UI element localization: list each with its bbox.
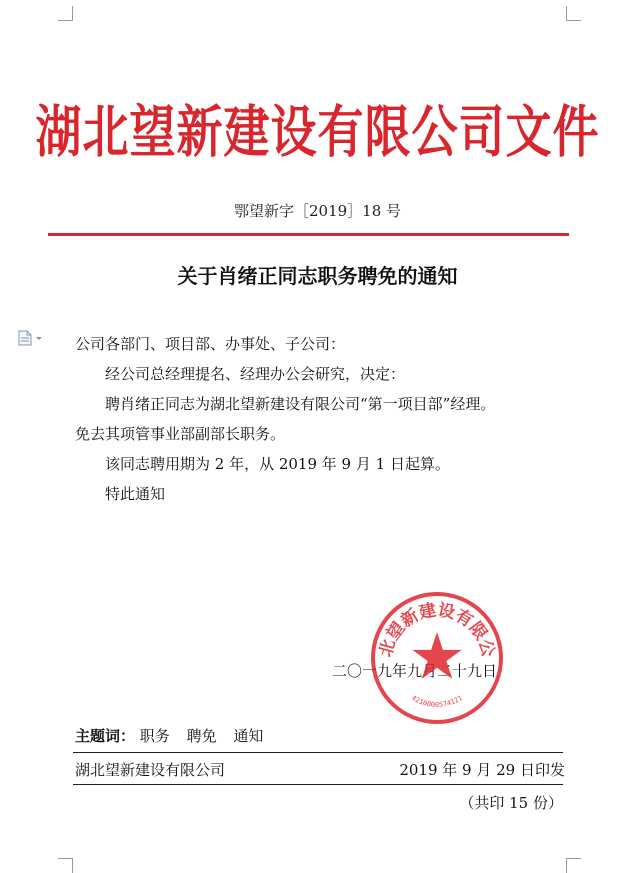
paragraph-dismissal: 免去其项管事业部副部长职务。: [75, 425, 286, 443]
paragraph-options-icon[interactable]: [17, 330, 47, 346]
document-number: 鄂望新字［2019］18 号: [233, 202, 402, 220]
notice-title: 关于肖绪正同志职务聘免的通知: [177, 264, 458, 288]
seal-star-icon: [412, 632, 461, 679]
keyword-item: 职务: [139, 727, 170, 745]
document-header-title: 湖北望新建设有限公司文件: [35, 98, 600, 165]
svg-text:4210000574121: [410, 694, 464, 709]
salutation: 公司各部门、项目部、办事处、子公司：: [75, 335, 346, 353]
signature-date: 二〇一九年九月二十九日: [332, 662, 498, 680]
seal-text: 北望新建设有限公: [375, 600, 499, 660]
copies-count: （共印 15 份）: [459, 794, 563, 812]
seal-code: 4210000574121: [410, 693, 464, 710]
crop-mark-top-left: [58, 6, 73, 21]
footer-rule-middle: [73, 784, 563, 785]
red-header-rule: [48, 233, 569, 236]
keywords-label: 主题词：: [75, 727, 136, 745]
crop-mark-bottom-right: [566, 858, 581, 873]
crop-mark-top-right: [566, 6, 581, 21]
paragraph-term: 该同志聘用期为 2 年，从 2019 年 9 月 1 日起算。: [105, 455, 450, 473]
footer-rule-top: [73, 752, 563, 753]
company-seal: [367, 588, 507, 728]
paragraph-closing: 特此通知: [105, 485, 166, 503]
print-date: 2019 年 9 月 29 日印发: [399, 761, 565, 779]
keyword-item: 通知: [233, 727, 264, 745]
issuing-organization: 湖北望新建设有限公司: [75, 761, 226, 779]
keyword-item: 聘免: [186, 727, 217, 745]
paragraph-appointment: 聘肖绪正同志为湖北望新建设有限公司“第一项目部”经理。: [105, 395, 496, 413]
keywords-line: [75, 725, 275, 746]
paragraph-decision: 经公司总经理提名、经理办公会研究，决定：: [105, 365, 406, 383]
crop-mark-bottom-left: [58, 858, 73, 873]
